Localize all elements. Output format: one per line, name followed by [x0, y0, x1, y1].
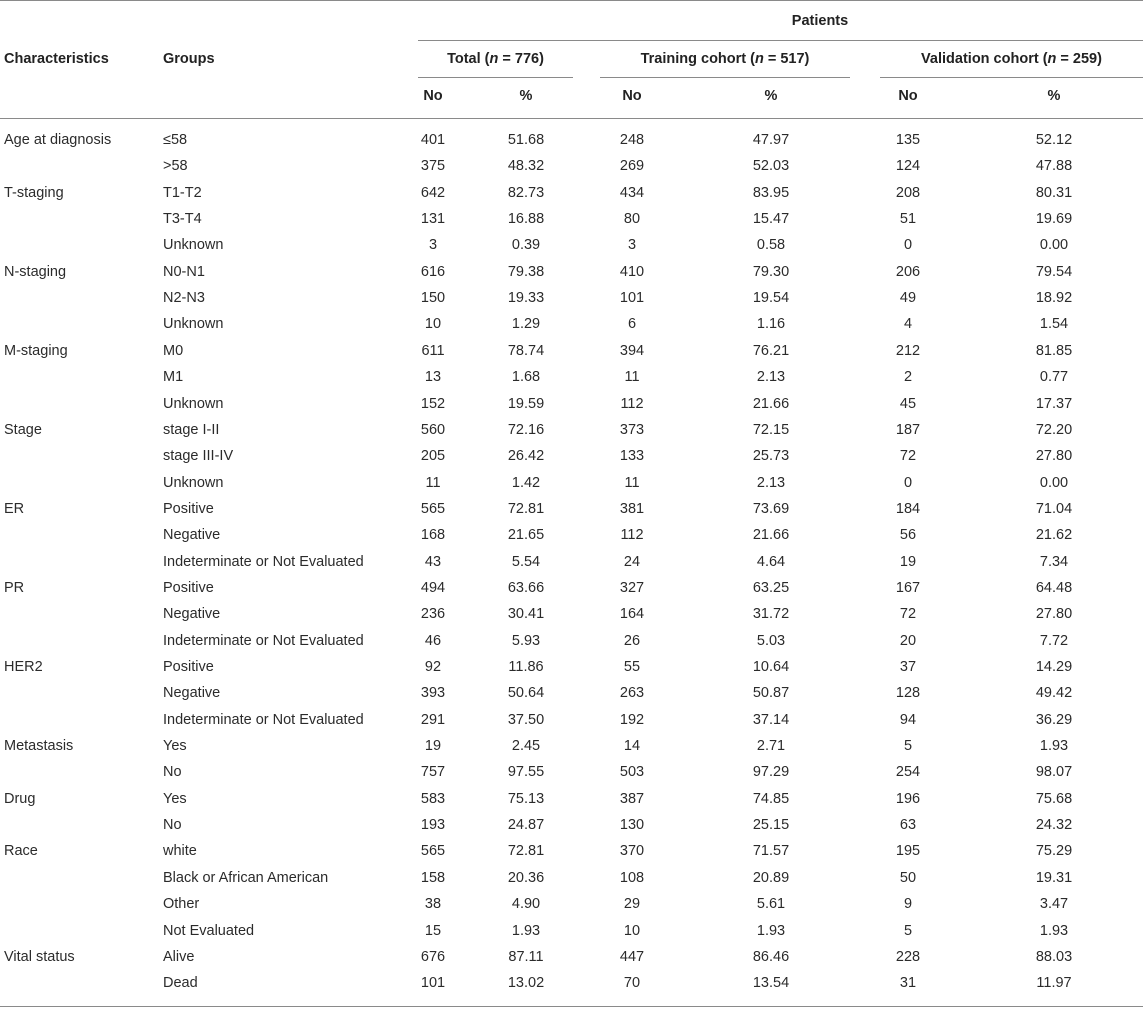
total-pct-cell: 1.42	[511, 474, 541, 491]
total-no-cell: 642	[420, 184, 446, 201]
validation-pct-cell: 49.42	[1035, 685, 1073, 702]
total-no-cell: 393	[420, 685, 446, 702]
training-no-cell: 394	[619, 342, 645, 359]
characteristic-cell: Drug	[4, 790, 36, 807]
total-no-header: No	[423, 88, 443, 104]
training-pct-cell: 19.54	[752, 290, 790, 307]
validation-no-cell: 0	[903, 237, 913, 254]
training-no-cell: 80	[623, 211, 641, 228]
training-pct-cell: 25.15	[752, 817, 790, 834]
training-pct-cell: 63.25	[752, 579, 790, 596]
group-cell: M0	[163, 342, 184, 359]
validation-pct-cell: 19.69	[1035, 211, 1073, 228]
total-pct-cell: 72.16	[507, 421, 545, 438]
group-cell: Unknown	[163, 237, 224, 254]
group-cell: Indeterminate or Not Evaluated	[163, 553, 364, 570]
validation-pct-cell: 72.20	[1035, 421, 1073, 438]
validation-pct-cell: 11.97	[1036, 975, 1072, 992]
validation-pct-cell: 17.37	[1035, 395, 1073, 412]
group-cell: Not Evaluated	[163, 922, 255, 939]
training-pct-cell: 71.57	[752, 843, 790, 860]
group-cell: Unknown	[163, 316, 224, 333]
training-pct-cell: 5.61	[756, 896, 786, 913]
validation-no-cell: 9	[903, 896, 913, 913]
validation-pct-cell: 75.29	[1035, 843, 1073, 860]
total-pct-cell: 21.65	[507, 527, 545, 544]
validation-pct-cell: 36.29	[1035, 711, 1073, 728]
bottom-rule	[0, 1006, 1143, 1007]
patients-rule	[418, 40, 1143, 41]
training-no-cell: 133	[619, 448, 645, 465]
validation-no-header: No	[898, 88, 918, 104]
total-pct-cell: 5.54	[511, 553, 541, 570]
total-pct-cell: 1.29	[511, 316, 541, 333]
training-no-cell: 101	[619, 290, 645, 307]
group-cell: Positive	[163, 500, 214, 517]
validation-pct-cell: 81.85	[1035, 342, 1073, 359]
total-pct-cell: 1.93	[511, 922, 541, 939]
total-pct-cell: 72.81	[507, 843, 545, 860]
training-no-cell: 3	[627, 237, 637, 254]
validation-pct-cell: 52.12	[1035, 132, 1073, 148]
training-no-cell: 108	[619, 869, 645, 886]
total-no-cell: 494	[420, 579, 446, 596]
training-no-cell: 130	[619, 817, 645, 834]
total-pct-cell: 26.42	[507, 448, 545, 465]
training-no-cell: 14	[623, 738, 641, 755]
group-cell: Negative	[163, 606, 221, 623]
characteristic-cell: HER2	[4, 659, 43, 675]
training-no-cell: 327	[619, 579, 645, 596]
training-no-cell: 410	[619, 263, 645, 280]
validation-no-cell: 208	[895, 184, 921, 201]
training-pct-cell: 4.64	[756, 553, 786, 570]
total-no-cell: 43	[424, 553, 442, 570]
validation-pct-cell: 21.62	[1035, 527, 1073, 544]
total-no-cell: 583	[420, 790, 446, 807]
validation-pct-cell: 0.00	[1039, 237, 1069, 254]
total-no-cell: 92	[424, 659, 442, 675]
training-pct-cell: 21.66	[752, 527, 790, 544]
total-pct-cell: 51.68	[507, 132, 545, 148]
characteristic-cell: M-staging	[4, 342, 68, 359]
validation-no-cell: 228	[895, 948, 921, 965]
training-no-cell: 26	[623, 632, 641, 649]
total-no-cell: 19	[424, 738, 442, 755]
characteristic-cell: Stage	[4, 421, 42, 438]
training-no-cell: 11	[624, 474, 640, 491]
total-no-cell: 10	[424, 316, 442, 333]
training-header: Training cohort (n = 517)	[640, 51, 810, 67]
total-no-cell: 158	[420, 869, 446, 886]
validation-pct-cell: 27.80	[1035, 448, 1073, 465]
training-no-cell: 387	[619, 790, 645, 807]
group-cell: Unknown	[163, 395, 224, 412]
validation-pct-cell: 64.48	[1035, 579, 1073, 596]
total-pct-cell: 5.93	[511, 632, 541, 649]
total-pct-cell: 11.86	[508, 659, 544, 675]
training-no-cell: 10	[623, 922, 641, 939]
validation-no-cell: 20	[899, 632, 917, 649]
training-pct-cell: 2.71	[756, 738, 786, 755]
validation-pct-cell: 88.03	[1035, 948, 1073, 965]
group-cell: N2-N3	[163, 290, 205, 307]
total-pct-cell: 50.64	[507, 685, 545, 702]
group-cell: Other	[163, 896, 200, 913]
total-pct-cell: 87.11	[508, 948, 544, 965]
group-cell: Black or African American	[163, 869, 329, 886]
validation-no-cell: 50	[899, 869, 917, 886]
total-pct-cell: 2.45	[511, 738, 541, 755]
validation-no-cell: 51	[899, 211, 917, 228]
training-pct-cell: 73.69	[752, 500, 790, 517]
training-pct-cell: 52.03	[752, 158, 790, 175]
group-cell: white	[163, 843, 197, 860]
validation-no-cell: 37	[899, 659, 917, 675]
training-pct-cell: 1.16	[756, 316, 786, 333]
validation-header: Validation cohort (n = 259)	[921, 51, 1102, 67]
group-cell: Dead	[163, 975, 198, 992]
total-no-cell: 3	[428, 237, 438, 254]
validation-no-cell: 254	[895, 764, 921, 781]
training-rule	[600, 77, 850, 78]
total-no-cell: 131	[420, 211, 446, 228]
total-no-cell: 150	[420, 290, 446, 307]
group-cell: stage I-II	[163, 421, 220, 438]
training-no-cell: 70	[623, 975, 641, 992]
validation-pct-cell: 14.29	[1035, 659, 1073, 675]
total-pct-cell: 75.13	[507, 790, 545, 807]
training-pct-cell: 2.13	[756, 474, 786, 491]
groups-header: Groups	[163, 51, 215, 67]
total-no-cell: 611	[421, 342, 445, 359]
total-pct-cell: 30.41	[507, 606, 545, 623]
validation-no-cell: 45	[899, 395, 917, 412]
training-no-cell: 6	[627, 316, 637, 333]
training-no-cell: 434	[619, 184, 645, 201]
training-pct-cell: 31.72	[752, 606, 790, 623]
total-pct-cell: 72.81	[507, 500, 545, 517]
validation-no-cell: 5	[903, 922, 913, 939]
total-no-cell: 676	[420, 948, 446, 965]
training-pct-cell: 76.21	[752, 342, 790, 359]
training-pct-cell: 13.54	[752, 975, 790, 992]
validation-pct-cell: 3.47	[1039, 896, 1069, 913]
group-cell: Positive	[163, 579, 214, 596]
validation-pct-cell: 79.54	[1035, 263, 1073, 280]
group-cell: ≤58	[163, 132, 188, 148]
training-no-cell: 447	[619, 948, 645, 965]
training-no-cell: 112	[620, 527, 644, 544]
training-no-cell: 112	[620, 395, 644, 412]
training-pct-cell: 50.87	[752, 685, 790, 702]
validation-pct-cell: 7.34	[1039, 553, 1069, 570]
total-no-cell: 38	[424, 896, 442, 913]
total-no-cell: 291	[420, 711, 446, 728]
training-pct-cell: 15.47	[752, 211, 790, 228]
group-cell: Indeterminate or Not Evaluated	[163, 711, 364, 728]
total-no-cell: 46	[424, 632, 442, 649]
group-cell: Negative	[163, 685, 221, 702]
group-cell: Alive	[163, 948, 195, 965]
validation-pct-cell: 1.93	[1039, 738, 1069, 755]
total-pct-cell: 79.38	[507, 263, 545, 280]
training-no-cell: 370	[619, 843, 645, 860]
group-cell: No	[163, 817, 182, 834]
training-pct-cell: 1.93	[756, 922, 786, 939]
validation-no-cell: 63	[899, 817, 917, 834]
validation-no-cell: 31	[899, 975, 917, 992]
group-cell: stage III-IV	[163, 448, 234, 465]
training-pct-cell: 79.30	[752, 263, 790, 280]
training-pct-cell: 25.73	[752, 448, 790, 465]
validation-no-cell: 184	[895, 500, 921, 517]
validation-pct-cell: 18.92	[1035, 290, 1073, 307]
validation-no-cell: 94	[899, 711, 917, 728]
validation-no-cell: 212	[895, 342, 921, 359]
total-pct-header: %	[519, 88, 533, 104]
validation-pct-cell: 0.00	[1039, 474, 1069, 491]
total-no-cell: 565	[420, 500, 446, 517]
characteristic-cell: ER	[4, 500, 25, 517]
total-pct-cell: 4.90	[511, 896, 541, 913]
training-pct-cell: 37.14	[752, 711, 790, 728]
training-no-cell: 263	[619, 685, 645, 702]
group-cell: N0-N1	[163, 263, 205, 280]
total-no-cell: 401	[420, 132, 446, 148]
characteristics-header: Characteristics	[4, 51, 109, 67]
total-pct-cell: 1.68	[511, 369, 541, 386]
training-no-cell: 55	[623, 659, 641, 675]
total-pct-cell: 78.74	[507, 342, 545, 359]
training-pct-cell: 10.64	[752, 659, 790, 675]
characteristic-cell: T-staging	[4, 184, 64, 201]
validation-pct-cell: 0.77	[1039, 369, 1069, 386]
validation-pct-cell: 1.54	[1039, 316, 1069, 333]
training-pct-cell: 74.85	[752, 790, 790, 807]
validation-pct-cell: 19.31	[1035, 869, 1073, 886]
training-pct-cell: 97.29	[752, 764, 790, 781]
characteristic-cell: PR	[4, 579, 25, 596]
total-pct-cell: 20.36	[507, 869, 545, 886]
patients-header: Patients	[791, 13, 849, 29]
total-no-cell: 616	[420, 263, 446, 280]
training-pct-cell: 47.97	[752, 132, 790, 148]
training-no-cell: 248	[619, 132, 645, 148]
validation-no-cell: 49	[899, 290, 917, 307]
group-cell: Positive	[163, 659, 214, 675]
validation-no-cell: 56	[899, 527, 917, 544]
validation-no-cell: 72	[899, 606, 917, 623]
validation-no-cell: 187	[895, 421, 921, 438]
training-no-header: No	[622, 88, 642, 104]
validation-no-cell: 195	[895, 843, 921, 860]
training-pct-cell: 86.46	[752, 948, 790, 965]
training-no-cell: 373	[619, 421, 645, 438]
total-no-cell: 757	[420, 764, 446, 781]
training-pct-cell: 5.03	[756, 632, 786, 649]
validation-no-cell: 0	[903, 474, 913, 491]
total-pct-cell: 16.88	[507, 211, 545, 228]
training-no-cell: 381	[619, 500, 645, 517]
group-cell: Indeterminate or Not Evaluated	[163, 632, 364, 649]
validation-no-cell: 19	[899, 553, 917, 570]
total-no-cell: 11	[425, 474, 441, 491]
validation-pct-cell: 27.80	[1035, 606, 1073, 623]
header-rule	[0, 118, 1143, 119]
characteristic-cell: Race	[4, 843, 38, 860]
total-no-cell: 193	[420, 817, 446, 834]
training-pct-header: %	[764, 88, 778, 104]
training-pct-cell: 83.95	[752, 184, 790, 201]
training-no-cell: 164	[619, 606, 645, 623]
training-no-cell: 503	[619, 764, 645, 781]
group-cell: No	[163, 764, 182, 781]
total-no-cell: 565	[420, 843, 446, 860]
training-no-cell: 29	[623, 896, 641, 913]
validation-pct-cell: 47.88	[1035, 158, 1073, 175]
training-pct-cell: 2.13	[756, 369, 786, 386]
total-rule	[418, 77, 573, 78]
total-no-cell: 152	[420, 395, 446, 412]
total-no-cell: 236	[420, 606, 446, 623]
group-cell: Yes	[163, 790, 187, 807]
training-pct-cell: 20.89	[752, 869, 790, 886]
validation-pct-cell: 1.93	[1039, 922, 1069, 939]
total-pct-cell: 13.02	[507, 975, 545, 992]
total-pct-cell: 48.32	[507, 158, 545, 175]
characteristic-cell: Age at diagnosis	[4, 132, 112, 148]
total-pct-cell: 82.73	[507, 184, 545, 201]
total-pct-cell: 63.66	[507, 579, 545, 596]
top-rule	[0, 0, 1143, 1]
validation-pct-cell: 24.32	[1035, 817, 1073, 834]
total-no-cell: 168	[420, 527, 446, 544]
total-no-cell: 205	[420, 448, 446, 465]
total-no-cell: 101	[420, 975, 446, 992]
validation-no-cell: 135	[895, 132, 921, 148]
total-pct-cell: 97.55	[507, 764, 545, 781]
validation-pct-cell: 71.04	[1035, 500, 1073, 517]
total-header: Total (n = 776)	[447, 51, 544, 67]
total-no-cell: 560	[420, 421, 446, 438]
validation-rule	[880, 77, 1143, 78]
validation-no-cell: 206	[895, 263, 921, 280]
validation-pct-cell: 80.31	[1035, 184, 1073, 201]
group-cell: T1-T2	[163, 184, 202, 201]
group-cell: >58	[163, 158, 188, 175]
validation-no-cell: 124	[895, 158, 921, 175]
validation-pct-cell: 75.68	[1035, 790, 1073, 807]
training-no-cell: 11	[624, 369, 640, 386]
group-cell: Unknown	[163, 474, 224, 491]
validation-no-cell: 2	[903, 369, 913, 386]
validation-no-cell: 196	[895, 790, 921, 807]
characteristic-cell: N-staging	[4, 263, 67, 280]
training-pct-cell: 72.15	[752, 421, 790, 438]
validation-pct-cell: 7.72	[1039, 632, 1069, 649]
validation-no-cell: 72	[899, 448, 917, 465]
group-cell: Yes	[163, 738, 187, 755]
total-pct-cell: 19.33	[507, 290, 545, 307]
training-no-cell: 24	[623, 553, 641, 570]
characteristic-cell: Metastasis	[4, 738, 74, 755]
validation-no-cell: 128	[895, 685, 921, 702]
training-no-cell: 192	[619, 711, 645, 728]
total-no-cell: 375	[420, 158, 446, 175]
total-pct-cell: 24.87	[507, 817, 545, 834]
group-cell: M1	[163, 369, 184, 386]
training-no-cell: 269	[619, 158, 645, 175]
characteristic-cell: Vital status	[4, 948, 75, 965]
training-pct-cell: 21.66	[752, 395, 790, 412]
validation-no-cell: 5	[903, 738, 913, 755]
total-no-cell: 15	[424, 922, 442, 939]
total-no-cell: 13	[424, 369, 442, 386]
validation-pct-cell: 98.07	[1035, 764, 1073, 781]
total-pct-cell: 19.59	[507, 395, 545, 412]
group-cell: T3-T4	[163, 211, 202, 228]
validation-pct-header: %	[1047, 88, 1061, 104]
total-pct-cell: 37.50	[507, 711, 545, 728]
group-cell: Negative	[163, 527, 221, 544]
validation-no-cell: 167	[895, 579, 921, 596]
training-pct-cell: 0.58	[756, 237, 786, 254]
total-pct-cell: 0.39	[511, 237, 541, 254]
validation-no-cell: 4	[903, 316, 913, 333]
